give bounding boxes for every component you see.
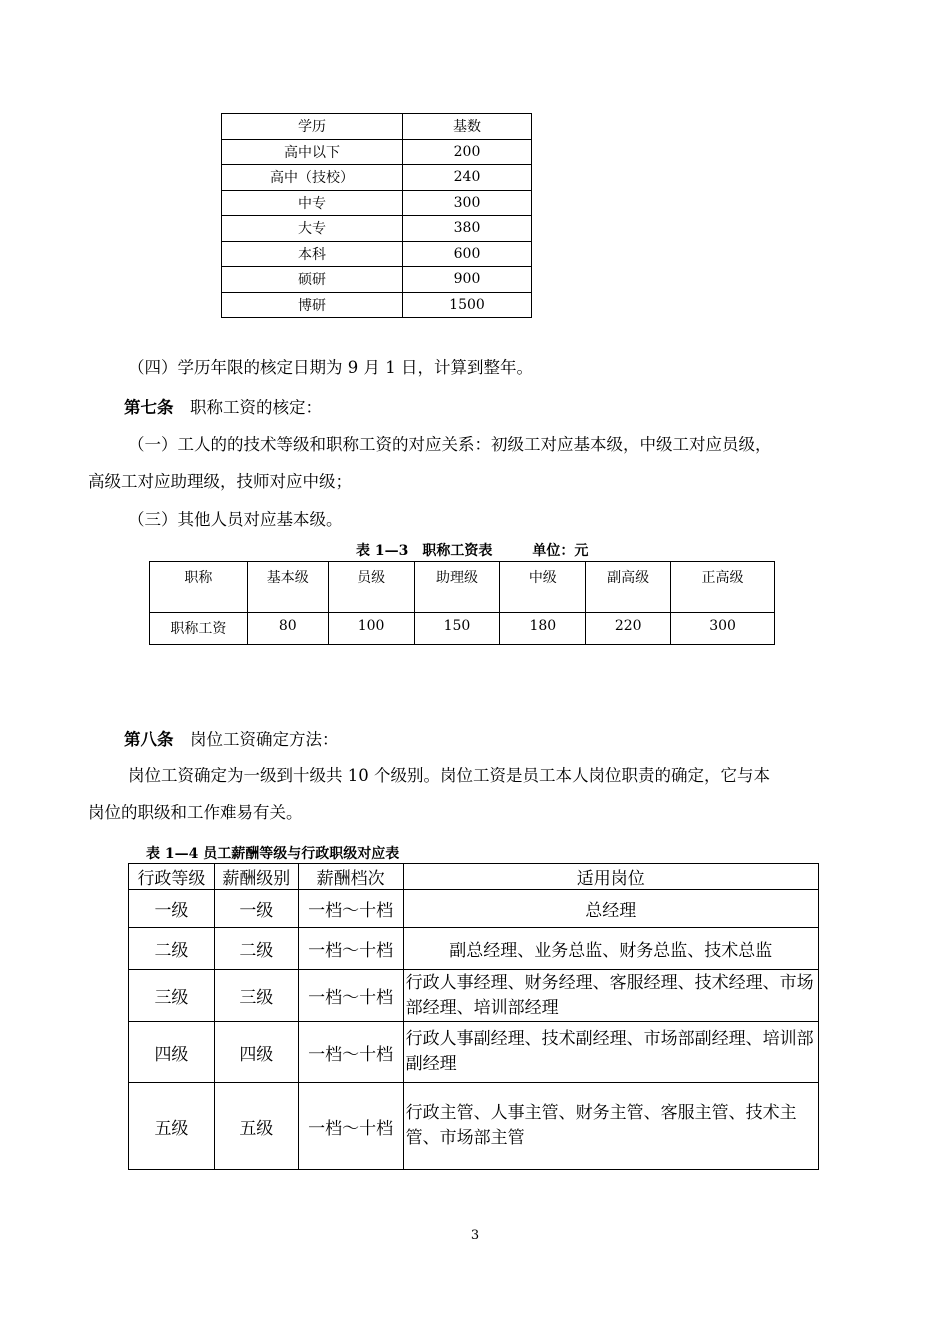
paragraph-tech-level-2: 高级工对应助理级，技师对应中级； bbox=[88, 472, 352, 491]
title-salary-table bbox=[149, 561, 775, 645]
table-cell: 一级 bbox=[129, 890, 215, 928]
table-row bbox=[222, 190, 532, 216]
table-header-cell: 薪酬级别 bbox=[214, 864, 298, 890]
table-cell: 一档～十档 bbox=[298, 890, 403, 928]
table-cell: 100 bbox=[328, 613, 414, 645]
table-cell: 一级 bbox=[214, 890, 298, 928]
table-cell: 高中（技校） bbox=[222, 165, 403, 191]
table-cell: 二级 bbox=[214, 928, 298, 970]
article-label: 第八条 bbox=[124, 730, 174, 749]
table-cell: 大专 bbox=[222, 216, 403, 242]
table-caption: 表 1—4 员工薪酬等级与行政职级对应表 bbox=[146, 846, 400, 862]
table-cell: 二级 bbox=[129, 928, 215, 970]
table-header-cell: 职称 bbox=[150, 562, 248, 613]
table-cell: 一档～十档 bbox=[298, 970, 403, 1022]
table-header-cell: 副高级 bbox=[586, 562, 671, 613]
article-text: 职称工资的核定： bbox=[190, 398, 322, 417]
table-row bbox=[222, 267, 532, 293]
paragraph-post-salary-2: 岗位的职级和工作难易有关。 bbox=[88, 803, 303, 822]
caption-unit: 单位：元 bbox=[532, 543, 589, 559]
table-cell: 四级 bbox=[214, 1022, 298, 1083]
table-cell: 硕研 bbox=[222, 267, 403, 293]
table-cell: 150 bbox=[414, 613, 500, 645]
table-row bbox=[129, 928, 819, 970]
table-cell: 本科 bbox=[222, 241, 403, 267]
table-row bbox=[222, 292, 532, 318]
caption-title: 表 1—3 职称工资表 bbox=[356, 543, 493, 559]
table-row bbox=[222, 241, 532, 267]
paragraph-post-salary-1: 岗位工资确定为一级到十级共 10 个级别。岗位工资是员工本人岗位职责的确定，它与本 bbox=[128, 766, 770, 785]
table-header-cell: 助理级 bbox=[414, 562, 500, 613]
table-row bbox=[150, 613, 775, 645]
table-cell: 五级 bbox=[214, 1083, 298, 1170]
table-cell: 240 bbox=[403, 165, 532, 191]
paragraph-edu-date: （四）学历年限的核定日期为 9 月 1 日，计算到整年。 bbox=[128, 358, 533, 377]
table-cell: 五级 bbox=[129, 1083, 215, 1170]
article-8-heading bbox=[124, 730, 339, 750]
table-header-cell: 学历 bbox=[222, 114, 403, 140]
table-row bbox=[222, 139, 532, 165]
article-7-heading bbox=[124, 398, 322, 418]
table-cell: 一档～十档 bbox=[298, 1083, 403, 1170]
table-header-cell: 适用岗位 bbox=[403, 864, 818, 890]
education-base-table bbox=[221, 113, 532, 318]
table-cell: 180 bbox=[500, 613, 586, 645]
table-cell: 三级 bbox=[129, 970, 215, 1022]
table-cell: 高中以下 bbox=[222, 139, 403, 165]
table-cell: 行政主管、人事主管、财务主管、客服主管、技术主管、市场部主管 bbox=[403, 1083, 818, 1170]
table-cell: 总经理 bbox=[403, 890, 818, 928]
page-number: 3 bbox=[470, 1228, 480, 1243]
paragraph-other-staff: （三）其他人员对应基本级。 bbox=[128, 510, 343, 529]
table-header-cell: 基本级 bbox=[247, 562, 328, 613]
table-row bbox=[222, 165, 532, 191]
table-cell: 80 bbox=[247, 613, 328, 645]
table-header-cell: 中级 bbox=[500, 562, 586, 613]
table-cell: 职称工资 bbox=[150, 613, 248, 645]
table-cell: 一档～十档 bbox=[298, 928, 403, 970]
table-row bbox=[129, 970, 819, 1022]
table-cell: 380 bbox=[403, 216, 532, 242]
table-cell: 300 bbox=[403, 190, 532, 216]
table-cell: 中专 bbox=[222, 190, 403, 216]
paragraph-tech-level-1: （一）工人的的技术等级和职称工资的对应关系：初级工对应基本级，中级工对应员级， bbox=[128, 435, 772, 454]
table-cell: 行政人事副经理、技术副经理、市场部副经理、培训部副经理 bbox=[403, 1022, 818, 1083]
table-cell: 300 bbox=[671, 613, 775, 645]
table-row bbox=[222, 216, 532, 242]
article-text: 岗位工资确定方法： bbox=[190, 730, 339, 749]
table-row bbox=[129, 1083, 819, 1170]
table-header-cell: 基数 bbox=[403, 114, 532, 140]
table-header-cell: 正高级 bbox=[671, 562, 775, 613]
table-header-cell: 薪酬档次 bbox=[298, 864, 403, 890]
table-cell: 一档～十档 bbox=[298, 1022, 403, 1083]
table-header-cell: 行政等级 bbox=[129, 864, 215, 890]
table-cell: 900 bbox=[403, 267, 532, 293]
table-header-row bbox=[129, 864, 819, 890]
table-row bbox=[129, 1022, 819, 1083]
table-cell: 四级 bbox=[129, 1022, 215, 1083]
article-label: 第七条 bbox=[124, 398, 174, 417]
table-cell: 600 bbox=[403, 241, 532, 267]
grade-mapping-table bbox=[128, 863, 819, 1170]
table-row bbox=[129, 890, 819, 928]
table-header-row bbox=[150, 562, 775, 613]
table-header-cell: 员级 bbox=[328, 562, 414, 613]
table-cell: 副总经理、业务总监、财务总监、技术总监 bbox=[403, 928, 818, 970]
table-cell: 三级 bbox=[214, 970, 298, 1022]
table-cell: 1500 bbox=[403, 292, 532, 318]
table-cell: 博研 bbox=[222, 292, 403, 318]
table-header-row bbox=[222, 114, 532, 140]
table-cell: 220 bbox=[586, 613, 671, 645]
table-cell: 行政人事经理、财务经理、客服经理、技术经理、市场部经理、培训部经理 bbox=[403, 970, 818, 1022]
table-cell: 200 bbox=[403, 139, 532, 165]
table-caption bbox=[356, 540, 588, 560]
